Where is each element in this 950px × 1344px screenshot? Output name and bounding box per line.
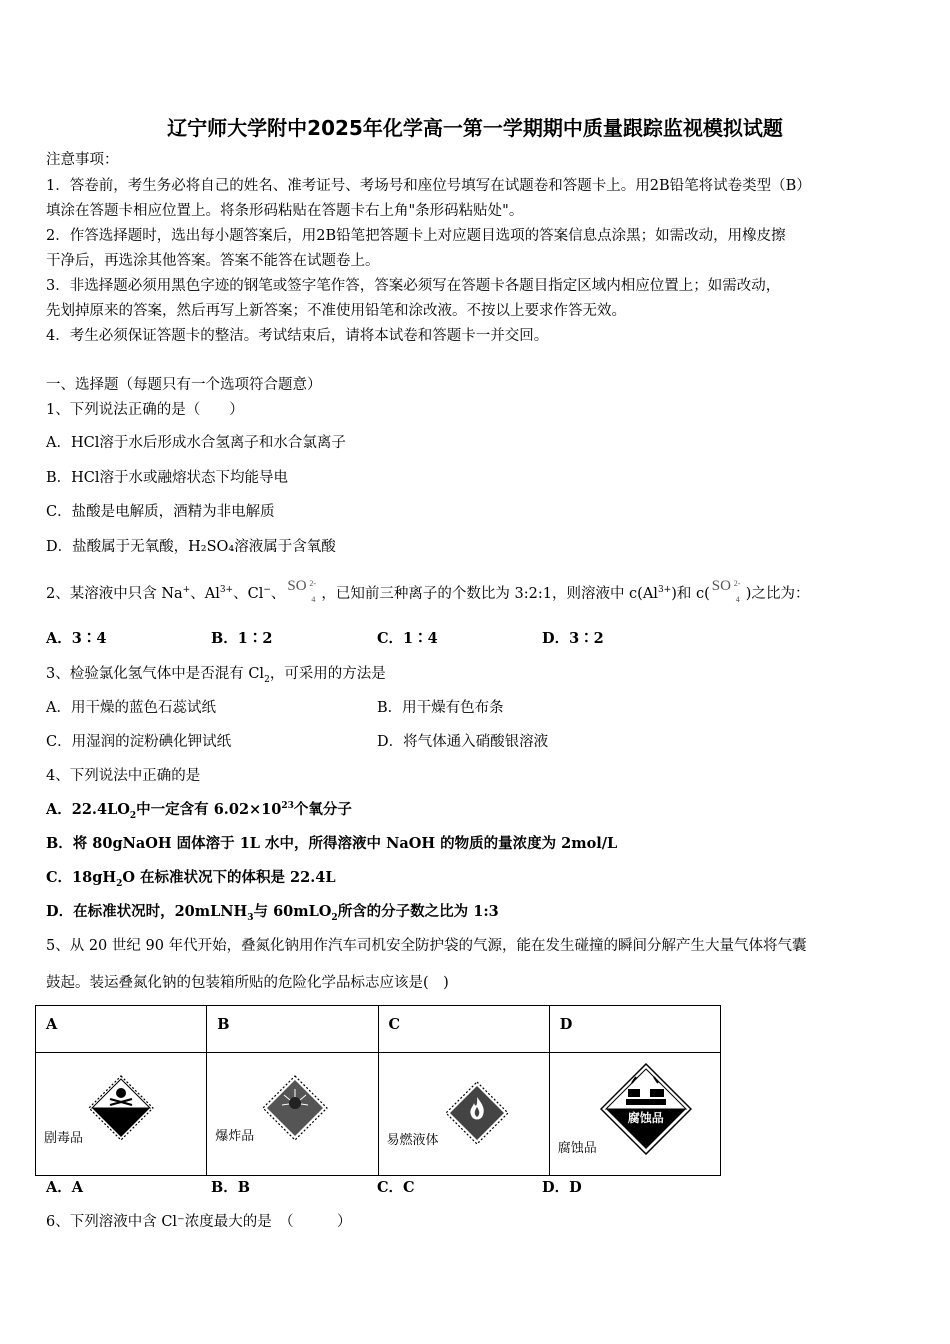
- q4a-text: A．22.4LO: [46, 801, 130, 818]
- question-3-option-b: B．用干燥有色布条: [377, 700, 504, 716]
- question-1-option-a: A．HCl溶于水后形成水合氢离子和水合氯离子: [46, 435, 346, 451]
- caption-flammable: 易燃液体: [386, 1133, 439, 1148]
- q2-sup: +: [182, 585, 191, 596]
- q4d-sub: 3: [247, 912, 254, 923]
- page-title: 辽宁师大学附中2025年化学高一第一学期期中质量跟踪监视模拟试题: [167, 116, 783, 140]
- notice-line: 2．作答选择题时，选出每小题答案后，用2B铅笔把答题卡上对应题目选项的答案信息点涂黑；如需改动，用橡皮擦: [46, 228, 786, 244]
- header-label-a: A: [46, 1016, 58, 1033]
- question-4-option-a: [46, 800, 352, 820]
- notice-line: 先划掉原来的答案，然后再写上新答案；不准使用铅笔和涂改液。不按以上要求作答无效。: [46, 303, 626, 319]
- explosive-hazard-icon: [262, 1075, 328, 1141]
- notice-line: 3．非选择题必须用黑色字迹的钢笔或签字笔作答，答案必须写在答题卡各题目指定区域内相应位置上；如需改动，: [46, 278, 781, 294]
- q2-sup: 3+: [657, 585, 672, 596]
- q4a-sub: 2: [129, 810, 137, 821]
- toxic-hazard-icon: [88, 1075, 154, 1141]
- question-4-option-c: [46, 868, 336, 888]
- question-3-option-a: A．用干燥的蓝色石蕊试纸: [46, 700, 216, 716]
- table-cell: [36, 1053, 207, 1176]
- notice-line: 4．考生必须保证答题卡的整洁。考试结束后，请将本试卷和答题卡一并交回。: [46, 328, 549, 344]
- question-1-option-c: C．盐酸是电解质，酒精为非电解质: [46, 504, 275, 520]
- question-2-option-c: C．1∶4: [377, 630, 438, 647]
- question-3-option-d: D．将气体通入硝酸银溶液: [377, 734, 549, 750]
- ion-base: SO: [711, 578, 731, 594]
- q2-text: 、Al: [190, 586, 220, 602]
- question-5-stem-line2: 鼓起。装运叠氮化钠的包装箱所贴的危险化学品标志应该是( ): [46, 975, 449, 991]
- question-6-stem: 6、下列溶液中含 Cl⁻浓度最大的是 （ ）: [46, 1214, 352, 1230]
- header-label-b: B: [217, 1016, 230, 1033]
- table-header-cell: [378, 1006, 549, 1053]
- question-4-option-b: B．将 80gNaOH 固体溶于 1L 水中，所得溶液中 NaOH 的物质的量浓度为 2mol/L: [46, 835, 618, 852]
- q4d-text: 所含的分子数之比为 1:3: [337, 903, 499, 920]
- question-2-option-d: D．3∶2: [542, 630, 604, 647]
- notice-heading: 注意事项：: [46, 152, 119, 168]
- question-4-stem: 4、下列说法中正确的是: [46, 768, 201, 784]
- question-2-option-a: A．3∶4: [46, 630, 107, 647]
- table-cell: [549, 1053, 720, 1176]
- ion-subscript: 4: [735, 595, 740, 604]
- q3-text: ，可采用的方法是: [269, 666, 386, 682]
- ion-charge: 2-: [309, 579, 317, 588]
- question-2-stem: [46, 578, 810, 606]
- sulfate-ion-formula: [285, 578, 321, 606]
- question-1-option-b: B．HCl溶于水或融熔状态下均能导电: [46, 470, 289, 486]
- question-1-option-d: D．盐酸属于无氧酸，H₂SO₄溶液属于含氧酸: [46, 539, 336, 555]
- sulfate-ion-formula: [710, 578, 746, 606]
- hazard-sign-table: [35, 1005, 721, 1176]
- q2-text: )和 c(: [671, 586, 710, 602]
- q2-sup: −: [263, 585, 271, 596]
- ion-charge: 2-: [733, 579, 741, 588]
- notice-line: 干净后，再选涂其他答案。答案不能答在试题卷上。: [46, 253, 380, 269]
- q2-text: 、: [270, 586, 286, 602]
- q2-sup: 3+: [219, 585, 234, 596]
- table-header-cell: [207, 1006, 378, 1053]
- question-5-option-a: A．A: [46, 1179, 84, 1196]
- question-5-option-d: D．D: [542, 1179, 582, 1196]
- question-4-option-d: [46, 902, 499, 922]
- question-3-stem: [46, 664, 386, 684]
- q4d-sub: 2: [331, 912, 338, 923]
- caption-explosive: 爆炸品: [215, 1129, 255, 1144]
- section-heading: 一、选择题（每题只有一个选项符合题意）: [46, 377, 322, 393]
- q4d-text: D．在标准状况时，20mLNH: [46, 903, 248, 920]
- question-5-stem-line1: 5、从 20 世纪 90 年代开始，叠氮化钠用作汽车司机安全防护袋的气源，能在发生碰撞的瞬间分解产生大量气体将气囊: [46, 938, 807, 954]
- q4d-text: 与 60mLO: [253, 903, 332, 920]
- flammable-liquid-icon: [445, 1081, 509, 1145]
- table-cell: [207, 1053, 378, 1176]
- q4a-text: 个氧分子: [293, 801, 352, 818]
- q2-text: 、Cl: [233, 586, 264, 602]
- question-1-stem: 1、下列说法正确的是（ ）: [46, 402, 244, 418]
- q4a-text: 中一定含有 6.02×10: [136, 801, 282, 818]
- q3-text: 3、检验氯化氢气体中是否混有 Cl: [46, 666, 265, 682]
- header-label-c: C: [388, 1016, 401, 1033]
- caption-corrosive: 腐蚀品: [557, 1141, 597, 1156]
- notice-line: 1．答卷前，考生务必将自己的姓名、准考证号、考场号和座位号填写在试题卷和答题卡上。用2B铅笔将试卷类型（B）: [46, 178, 811, 194]
- corrosive-sign-label: 腐蚀品: [627, 1111, 664, 1125]
- question-3-option-c: C．用湿润的淀粉碘化钾试纸: [46, 734, 232, 750]
- q4c-text: O 在标准状况下的体积是 22.4L: [122, 869, 336, 886]
- header-label-d: D: [559, 1016, 573, 1033]
- q2-text: )之比为：: [745, 586, 810, 602]
- q3-sub: 2: [264, 674, 270, 685]
- caption-toxic: 剧毒品: [44, 1131, 84, 1146]
- question-5-option-b: B．B: [211, 1179, 251, 1196]
- q4c-text: C．18gH: [46, 869, 117, 886]
- table-header-cell: [36, 1006, 207, 1053]
- table-cell: [378, 1053, 549, 1176]
- corrosive-hazard-sign: [600, 1063, 692, 1155]
- q2-text: 2、某溶液中只含 Na: [46, 586, 183, 602]
- table-header-cell: [549, 1006, 720, 1053]
- q4c-sub: 2: [116, 878, 123, 889]
- question-5-option-c: C．C: [377, 1179, 415, 1196]
- ion-subscript: 4: [311, 595, 316, 604]
- ion-base: SO: [287, 578, 307, 594]
- q2-text: ，已知前三种离子的个数比为 3:2:1，则溶液中 c(Al: [321, 586, 658, 602]
- q4a-sup: 23: [281, 801, 294, 812]
- notice-line: 填涂在答题卡相应位置上。将条形码粘贴在答题卡右上角"条形码粘贴处"。: [46, 203, 524, 219]
- question-2-option-b: B．1∶2: [211, 630, 273, 647]
